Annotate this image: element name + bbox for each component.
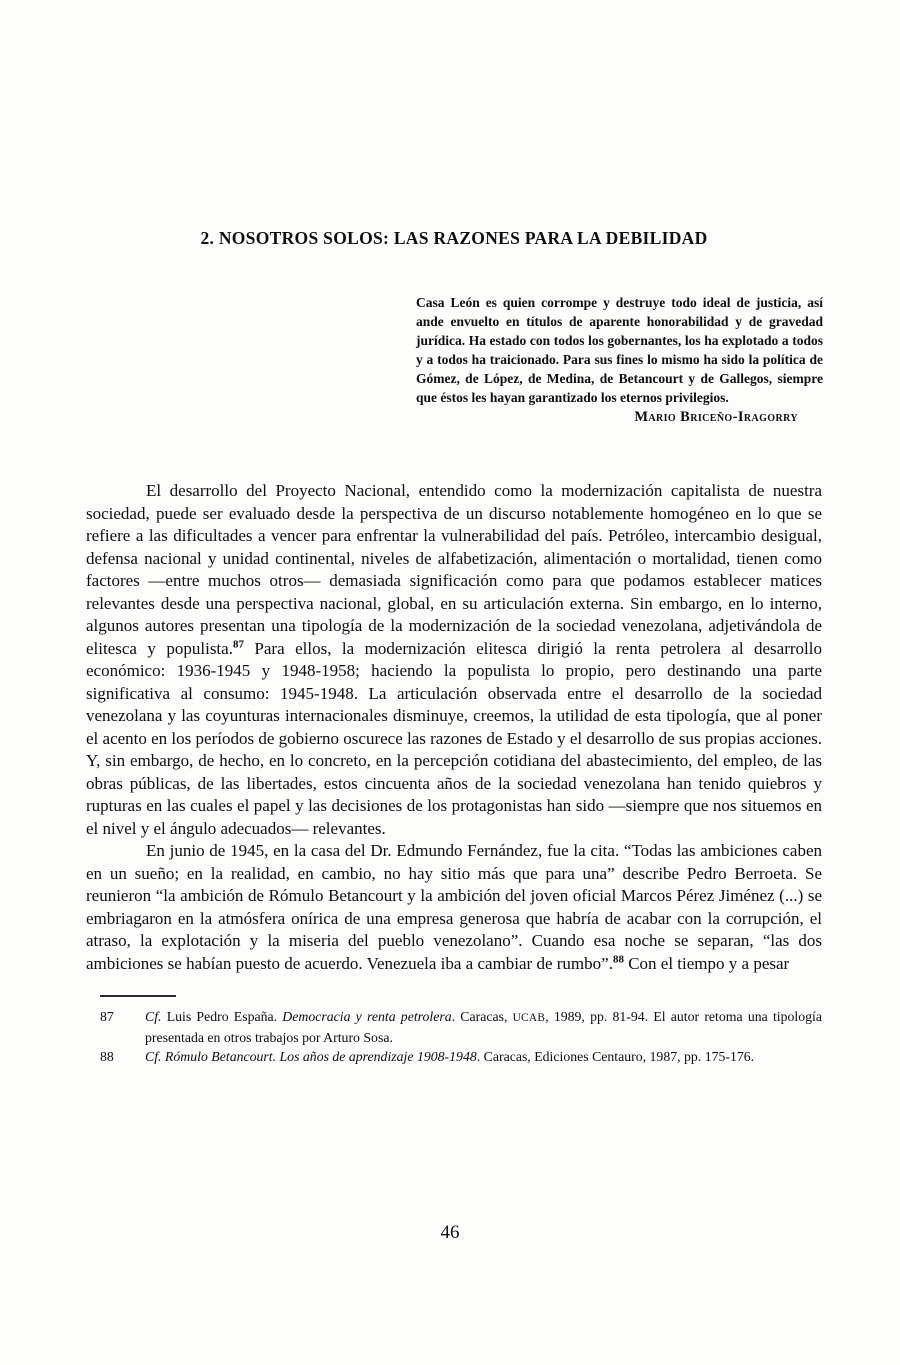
paragraph-2 xyxy=(86,840,822,975)
footnotes-section xyxy=(86,995,822,1066)
footnote-88 xyxy=(86,1047,822,1066)
epigraph xyxy=(416,293,823,426)
footnote-divider xyxy=(100,995,176,997)
footnote-87-mid: . Caracas, xyxy=(451,1009,513,1024)
epigraph-text: Casa León es quien corrompe y destruye todo ideal de justicia, así ande envuelto en títulos de aparente honorabilidad y de gravedad jurídica. Ha estado con todos los gobernantes, los ha explotado a todos y a todos ha traicionado. Para sus fines lo mismo ha sido la política de Gómez, de López, de Medina, de Betancourt y de Gallegos, siempre que éstos les hayan garantizado los eternos privilegios. xyxy=(416,295,823,405)
paragraph-2-text-b: Con el tiempo y a pesar xyxy=(623,953,790,973)
footnote-88-citation: Cf. Rómulo Betancourt. Los años de aprendizaje 1908-1948 xyxy=(145,1049,477,1064)
footnote-87-text xyxy=(145,1007,822,1047)
paragraph-1-text-b: Para ellos, la modernización elitesca dirigió la renta petrolera al desarrollo económico: 1936-1945 y 1948-1958; haciendo la populista lo propio, pero destinando una parte significativa al consumo: 1945-1948. La articulación observada entre el desarrollo de la sociedad venezolana y las coyunturas internacionales disminuye, creemos, la utilidad de esta tipología, que al poner el acento en los períodos de gobierno oscurece las razones de Estado y el desarrollo de sus propias acciones. Y, sin embargo, de hecho, en lo concreto, en la percepción cotidiana del abastecimiento, del empleo, de las obras públicas, de las libertades, estos cincuenta años de la sociedad venezolana han tenido quiebros y rupturas en las cuales el papel y las decisiones de los protagonistas han sido —siempre que nos situemos en el nivel y el ángulo adecuados— relevantes. xyxy=(86,638,822,838)
footnote-ref-88: 88 xyxy=(612,952,624,965)
epigraph-author: Mario Briceño-Iragorry xyxy=(634,409,798,425)
footnote-88-number: 88 xyxy=(100,1049,114,1064)
footnote-87-number: 87 xyxy=(100,1009,114,1024)
footnote-88-text xyxy=(145,1047,822,1066)
footnote-87 xyxy=(86,1007,822,1047)
paragraph-1-text-a: El desarrollo del Proyecto Nacional, entendido como la modernización capitalista de nuestra sociedad, puede ser evaluado desde la perspectiva de un discurso notablemente homogéneo en lo que se refiere a las dificultades a vencer para enfrentar la vulnerabilidad del país. Petróleo, intercambio desigual, defensa nacional y unidad continental, niveles de alfabetización, alimentación o mortalidad, tienen como factores —entre muchos otros— demasiada significación como para que podamos establecer matices relevantes desde una perspectiva nacional, global, en su articulación externa. Sin embargo, en lo interno, algunos autores presentan una tipología de la modernización de la sociedad venezolana, adjetivándola de elitesca y populista. xyxy=(86,481,822,658)
chapter-title: 2. NOSOTROS SOLOS: LAS RAZONES PARA LA DEBILIDAD xyxy=(200,228,708,248)
footnote-87-tail: , 1989, pp. 81-94. El autor retoma una tipología presentada en otros trabajos por Arturo Sosa. xyxy=(145,1009,822,1045)
paragraph-1 xyxy=(86,480,822,840)
footnote-88-tail: . Caracas, Ediciones Centauro, 1987, pp. 175-176. xyxy=(476,1049,755,1064)
footnote-87-book-title: Democracia y renta petrolera xyxy=(282,1009,452,1024)
page-number: 46 xyxy=(440,1222,460,1243)
paragraph-2-text-a: En junio de 1945, en la casa del Dr. Edmundo Fernández, fue la cita. “Todas las ambiciones caben en un sueño; en la realidad, en cambio, no hay sitio más que para una” describe Pedro Berroeta. Se reunieron “la ambición de Rómulo Betancourt y la ambición del joven oficial Marcos Pérez Jiménez (...) se embriagaron en la atmósfera onírica de una empresa generosa que habría de acabar con la corrupción, el atraso, la explotación y la miseria del pueblo venezolano”. Cuando esa noche se separan, “las dos ambiciones se habían puesto de acuerdo. Venezuela iba a cambiar de rumbo”. xyxy=(86,841,822,973)
footnote-ref-87: 87 xyxy=(232,637,244,650)
footnote-87-publisher: UCAB xyxy=(512,1012,546,1024)
footnote-87-cf: Cf. xyxy=(145,1009,162,1024)
body-text xyxy=(86,480,822,975)
footnote-87-author: Luis Pedro España. xyxy=(161,1009,283,1024)
